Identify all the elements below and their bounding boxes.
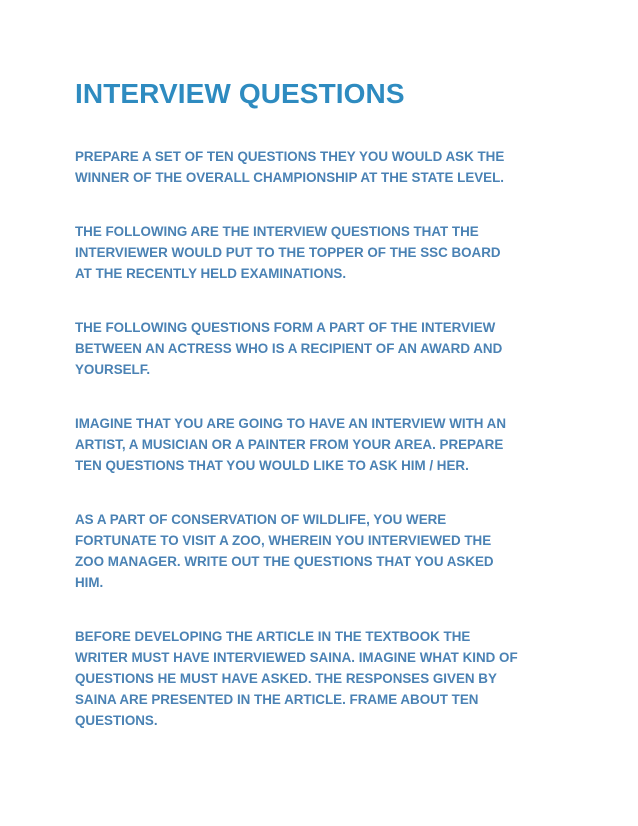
- question-prompt-2: [75, 221, 575, 284]
- line: INTERVIEWER WOULD PUT TO THE TOPPER OF THE SSC BOARD: [75, 245, 501, 260]
- line: FORTUNATE TO VISIT A ZOO, WHEREIN YOU INTERVIEWED THE: [75, 533, 492, 548]
- line: BETWEEN AN ACTRESS WHO IS A RECIPIENT OF AN AWARD AND: [75, 341, 503, 356]
- line: WRITER MUST HAVE INTERVIEWED SAINA. IMAGINE WHAT KIND OF: [75, 650, 518, 665]
- line: THE FOLLOWING ARE THE INTERVIEW QUESTIONS THAT THE: [75, 224, 479, 239]
- line: BEFORE DEVELOPING THE ARTICLE IN THE TEXTBOOK THE: [75, 629, 471, 644]
- question-prompt-1: [75, 146, 575, 188]
- question-prompt-3: [75, 317, 575, 380]
- line: IMAGINE THAT YOU ARE GOING TO HAVE AN INTERVIEW WITH AN: [75, 416, 506, 431]
- document-page: [75, 74, 575, 731]
- line: AS A PART OF CONSERVATION OF WILDLIFE, YOU WERE: [75, 512, 447, 527]
- line: HIM.: [75, 575, 104, 590]
- line: YOURSELF.: [75, 362, 151, 377]
- line: PREPARE A SET OF TEN QUESTIONS THEY YOU WOULD ASK THE: [75, 149, 505, 164]
- line: QUESTIONS HE MUST HAVE ASKED. THE RESPONSES GIVEN BY: [75, 671, 497, 686]
- line: AT THE RECENTLY HELD EXAMINATIONS.: [75, 266, 347, 281]
- line: THE FOLLOWING QUESTIONS FORM A PART OF THE INTERVIEW: [75, 320, 496, 335]
- question-prompt-6: [75, 626, 575, 731]
- line: SAINA ARE PRESENTED IN THE ARTICLE. FRAME ABOUT TEN: [75, 692, 479, 707]
- line: TEN QUESTIONS THAT YOU WOULD LIKE TO ASK HIM / HER.: [75, 458, 469, 473]
- line: ARTIST, A MUSICIAN OR A PAINTER FROM YOUR AREA. PREPARE: [75, 437, 504, 452]
- document-title: INTERVIEW QUESTIONS: [75, 78, 405, 109]
- line: WINNER OF THE OVERALL CHAMPIONSHIP AT THE STATE LEVEL.: [75, 170, 505, 185]
- question-prompt-5: [75, 509, 575, 593]
- line: QUESTIONS.: [75, 713, 158, 728]
- line: ZOO MANAGER. WRITE OUT THE QUESTIONS THAT YOU ASKED: [75, 554, 494, 569]
- question-prompt-4: [75, 413, 575, 476]
